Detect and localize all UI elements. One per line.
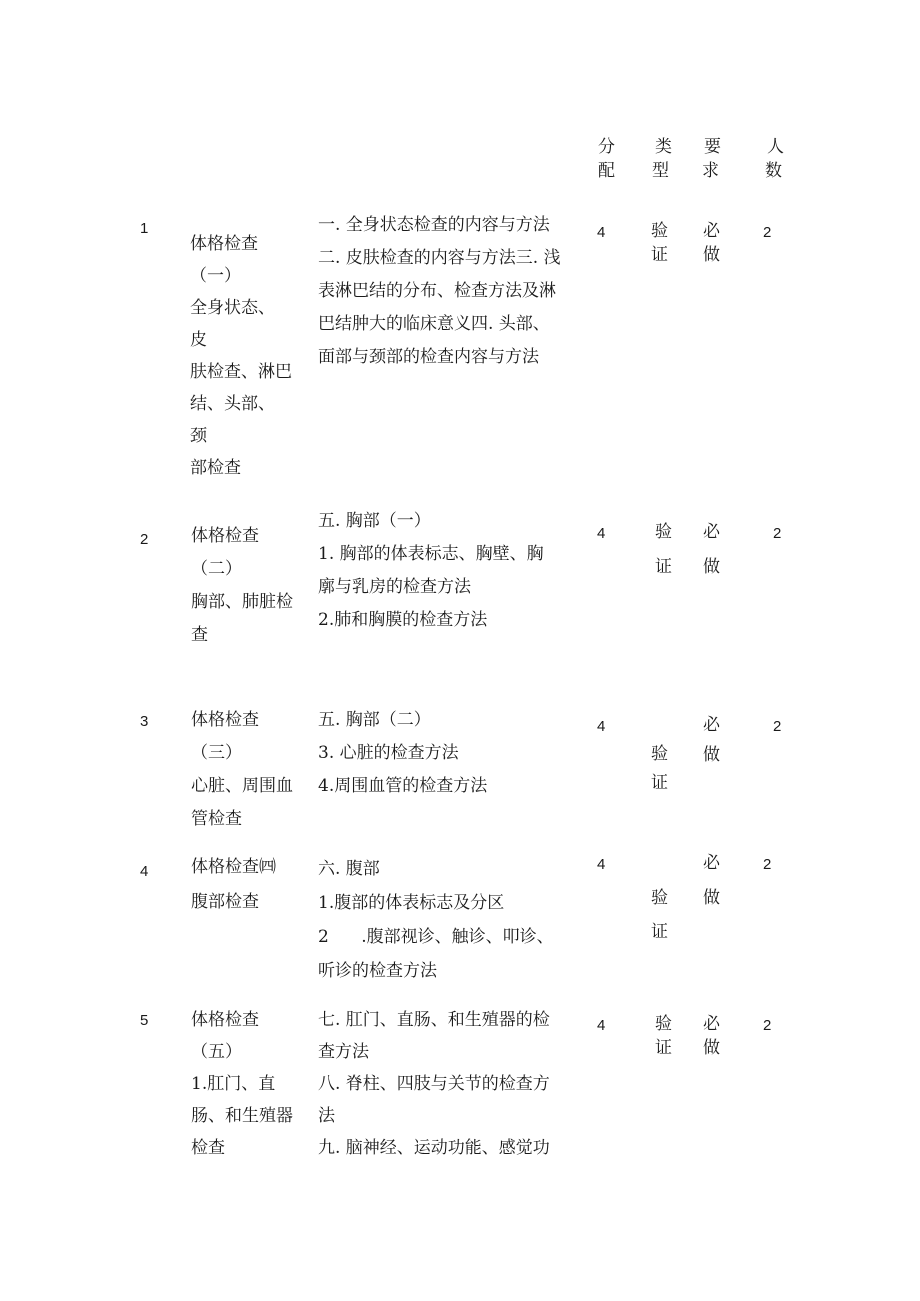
- row-title: [191, 710, 293, 829]
- content-line: 八. 脊柱、四肢与关节的检查方: [318, 1074, 550, 1094]
- row-type-line: 验: [651, 888, 668, 908]
- row-content: [318, 710, 487, 796]
- content-line: 1. 胸部的体表标志、胸壁、胸: [318, 544, 544, 564]
- row-hours: 4: [597, 1017, 606, 1034]
- title-line: （五）: [191, 1042, 242, 1062]
- row-type-line: 验: [655, 1014, 672, 1034]
- title-line: 肠、和生殖器: [191, 1106, 293, 1126]
- row-hours: 4: [597, 718, 606, 735]
- row-content: [318, 1010, 550, 1158]
- content-line: 五. 胸部（一）: [318, 511, 431, 531]
- title-line: 管检查: [191, 809, 242, 829]
- row-people: 2: [773, 525, 782, 542]
- header-lei: 类: [655, 137, 672, 157]
- content-line: 巴结肿大的临床意义四. 头部、: [318, 314, 550, 334]
- row-req-line: 必: [703, 522, 720, 542]
- title-line: 体格检查: [191, 526, 259, 546]
- title-line: （一）: [190, 266, 241, 286]
- row-title: [191, 857, 276, 912]
- content-line: 听诊的检查方法: [318, 961, 437, 981]
- row-index: 5: [140, 1012, 149, 1029]
- title-line: 体格检查: [190, 234, 258, 254]
- title-line: 腹部检查: [191, 892, 259, 912]
- row-type-line: 证: [655, 1038, 672, 1058]
- row-hours: 4: [597, 856, 606, 873]
- title-line: （三）: [191, 743, 242, 763]
- row-type-line: 验: [651, 221, 668, 241]
- title-line: 肤检查、淋巴: [190, 362, 292, 382]
- header-fen: 分: [598, 137, 615, 157]
- title-line: 体格检查㈣: [191, 857, 276, 877]
- header-qiu: 求: [702, 161, 719, 181]
- content-line: 二. 皮肤检查的内容与方法三. 浅: [318, 248, 561, 268]
- title-line: 胸部、肺脏检: [191, 592, 293, 612]
- title-line: 全身状态、: [190, 298, 275, 318]
- title-line: 部检查: [190, 458, 241, 478]
- title-line: 检查: [191, 1138, 225, 1158]
- row-hours: 4: [597, 224, 606, 241]
- title-line: 心脏、周围血: [191, 776, 293, 796]
- row-hours: 4: [597, 525, 606, 542]
- row-people: 2: [763, 856, 772, 873]
- row-index: 2: [140, 531, 149, 548]
- content-line: 法: [318, 1106, 335, 1126]
- row-index: 4: [140, 863, 149, 880]
- header-xing: 型: [652, 161, 669, 181]
- row-req-line: 做: [703, 245, 720, 265]
- header-shu: 数: [765, 161, 782, 181]
- row-req-line: 做: [703, 1038, 720, 1058]
- header-yao: 要: [704, 137, 721, 157]
- row-req-line: 做: [703, 888, 720, 908]
- row-index: 1: [140, 220, 149, 237]
- content-line: 2.肺和胸膜的检查方法: [318, 610, 488, 630]
- title-line: 1.肛门、直: [191, 1074, 276, 1094]
- title-line: 体格检查: [191, 710, 259, 730]
- row-req-line: 必: [703, 715, 720, 735]
- title-line: 查: [191, 625, 208, 645]
- header-pei: 配: [598, 161, 615, 181]
- title-line: （二）: [191, 559, 242, 579]
- row-content: [318, 215, 561, 367]
- row-type-line: 证: [651, 922, 668, 942]
- content-line: 廓与乳房的检查方法: [318, 577, 471, 597]
- title-line: 皮: [190, 330, 207, 350]
- content-line: 查方法: [318, 1042, 369, 1062]
- row-type-line: 验: [651, 744, 668, 764]
- row-type-line: 证: [651, 773, 668, 793]
- row-req-line: 做: [703, 745, 720, 765]
- title-line: 结、头部、: [190, 394, 275, 414]
- row-req-line: 必: [703, 221, 720, 241]
- row-type-line: 验: [655, 522, 672, 542]
- row-title: [191, 1010, 293, 1158]
- content-line: 2 .腹部视诊、触诊、叩诊、: [318, 927, 554, 947]
- row-people: 2: [763, 224, 772, 241]
- row-type-line: 证: [651, 245, 668, 265]
- content-line: 六. 腹部: [318, 859, 380, 879]
- row-content: [318, 511, 544, 630]
- content-line: 五. 胸部（二）: [318, 710, 431, 730]
- row-title: [190, 234, 292, 478]
- content-line: 4.周围血管的检查方法: [318, 776, 488, 796]
- content-line: 九. 脑神经、运动功能、感觉功: [318, 1138, 550, 1158]
- row-type-line: 证: [655, 557, 672, 577]
- content-line: 七. 肛门、直肠、和生殖器的检: [318, 1010, 550, 1030]
- row-people: 2: [773, 718, 782, 735]
- content-line: 3. 心脏的检查方法: [318, 743, 459, 763]
- row-index: 3: [140, 713, 149, 730]
- header-ren: 人: [767, 137, 784, 157]
- title-line: 颈: [190, 426, 207, 446]
- row-req-line: 必: [703, 853, 720, 873]
- content-line: 面部与颈部的检查内容与方法: [318, 347, 539, 367]
- title-line: 体格检查: [191, 1010, 259, 1030]
- row-content: [318, 859, 554, 981]
- row-req-line: 做: [703, 557, 720, 577]
- row-people: 2: [763, 1017, 772, 1034]
- content-line: 1.腹部的体表标志及分区: [318, 893, 505, 913]
- content-line: 表淋巴结的分布、检查方法及淋: [318, 281, 556, 301]
- row-title: [191, 526, 293, 645]
- row-req-line: 必: [703, 1014, 720, 1034]
- content-line: 一. 全身状态检查的内容与方法: [318, 215, 550, 235]
